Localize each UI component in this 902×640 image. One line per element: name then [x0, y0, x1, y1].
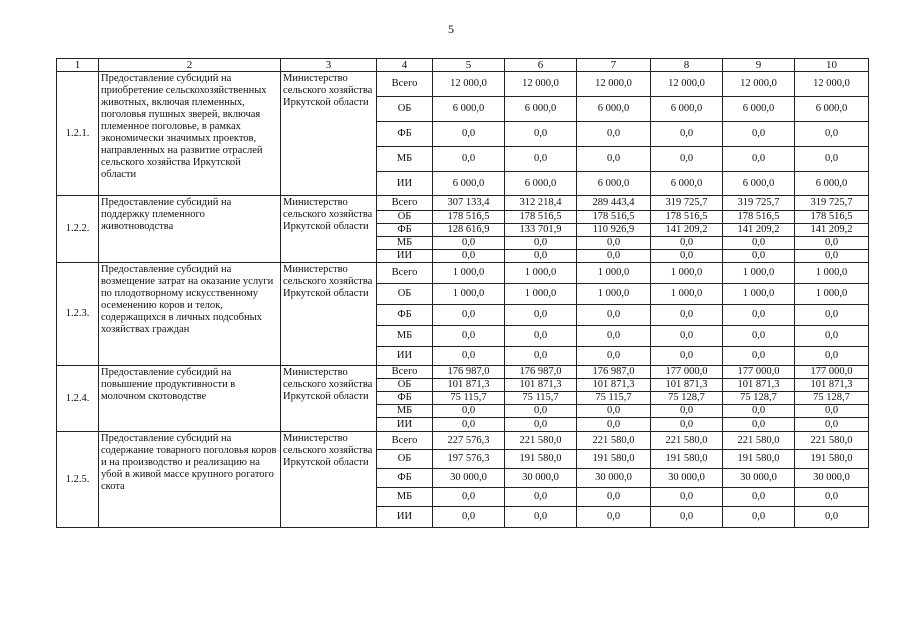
header-cell: 4	[377, 59, 433, 72]
amount-cell: 1 000,0	[795, 284, 869, 305]
amount-cell: 0,0	[577, 305, 651, 326]
amount-cell: 0,0	[577, 347, 651, 366]
measure-name: Предоставление субсидий на поддержку племенного животноводства	[99, 196, 281, 263]
amount-cell: 0,0	[505, 305, 577, 326]
amount-cell: 289 443,4	[577, 196, 651, 211]
amount-cell: 0,0	[577, 418, 651, 432]
page-number: 5	[448, 22, 454, 36]
amount-cell: 0,0	[795, 418, 869, 432]
funding-source: ОБ	[377, 450, 433, 469]
amount-cell: 319 725,7	[795, 196, 869, 211]
funding-source: МБ	[377, 237, 433, 250]
funding-source: ФБ	[377, 392, 433, 405]
amount-cell: 0,0	[723, 237, 795, 250]
amount-cell: 75 115,7	[505, 392, 577, 405]
funding-source: Всего	[377, 196, 433, 211]
table-row	[57, 196, 869, 211]
amount-cell: 12 000,0	[505, 72, 577, 97]
funding-source: ФБ	[377, 305, 433, 326]
amount-cell: 6 000,0	[505, 172, 577, 196]
amount-cell: 221 580,0	[577, 432, 651, 450]
funding-source: ИИ	[377, 250, 433, 263]
amount-cell: 30 000,0	[505, 469, 577, 488]
amount-cell: 6 000,0	[723, 97, 795, 122]
amount-cell: 30 000,0	[651, 469, 723, 488]
amount-cell: 1 000,0	[723, 284, 795, 305]
funding-source: ФБ	[377, 122, 433, 147]
amount-cell: 307 133,4	[433, 196, 505, 211]
funding-source: ОБ	[377, 211, 433, 224]
amount-cell: 191 580,0	[795, 450, 869, 469]
amount-cell: 0,0	[505, 147, 577, 172]
header-cell: 3	[281, 59, 377, 72]
header-cell: 5	[433, 59, 505, 72]
amount-cell: 1 000,0	[433, 284, 505, 305]
amount-cell: 6 000,0	[433, 97, 505, 122]
measure-code: 1.2.1.	[57, 72, 99, 196]
amount-cell: 0,0	[795, 147, 869, 172]
amount-cell: 0,0	[795, 347, 869, 366]
funding-source: МБ	[377, 147, 433, 172]
amount-cell: 141 209,2	[651, 224, 723, 237]
amount-cell: 0,0	[651, 250, 723, 263]
amount-cell: 0,0	[505, 326, 577, 347]
funding-source: Всего	[377, 366, 433, 379]
amount-cell: 0,0	[723, 347, 795, 366]
amount-cell: 0,0	[433, 122, 505, 147]
amount-cell: 0,0	[433, 147, 505, 172]
amount-cell: 0,0	[795, 122, 869, 147]
amount-cell: 0,0	[505, 405, 577, 418]
amount-cell: 1 000,0	[505, 284, 577, 305]
amount-cell: 0,0	[651, 347, 723, 366]
amount-cell: 177 000,0	[651, 366, 723, 379]
funding-source: Всего	[377, 432, 433, 450]
table-row	[57, 366, 869, 379]
amount-cell: 12 000,0	[577, 72, 651, 97]
amount-cell: 0,0	[577, 507, 651, 528]
amount-cell: 30 000,0	[723, 469, 795, 488]
funding-source: МБ	[377, 326, 433, 347]
amount-cell: 0,0	[433, 347, 505, 366]
amount-cell: 12 000,0	[723, 72, 795, 97]
funding-source: МБ	[377, 405, 433, 418]
amount-cell: 0,0	[433, 326, 505, 347]
amount-cell: 176 987,0	[577, 366, 651, 379]
amount-cell: 30 000,0	[433, 469, 505, 488]
amount-cell: 75 128,7	[795, 392, 869, 405]
header-cell: 9	[723, 59, 795, 72]
amount-cell: 0,0	[795, 237, 869, 250]
amount-cell: 12 000,0	[433, 72, 505, 97]
amount-cell: 0,0	[433, 418, 505, 432]
amount-cell: 178 516,5	[577, 211, 651, 224]
amount-cell: 178 516,5	[723, 211, 795, 224]
amount-cell: 177 000,0	[723, 366, 795, 379]
measure-code: 1.2.5.	[57, 432, 99, 528]
funding-source: ИИ	[377, 418, 433, 432]
amount-cell: 178 516,5	[433, 211, 505, 224]
amount-cell: 0,0	[651, 507, 723, 528]
measure-name: Предоставление субсидий на возмещение затрат на оказание услуги по плодотворному искусственному осеменению коров и телок, содержащихся в личных подсобных хозяйствах граждан	[99, 263, 281, 366]
amount-cell: 0,0	[505, 250, 577, 263]
amount-cell: 221 580,0	[505, 432, 577, 450]
header-cell: 2	[99, 59, 281, 72]
amount-cell: 75 128,7	[651, 392, 723, 405]
amount-cell: 177 000,0	[795, 366, 869, 379]
funding-source: ИИ	[377, 347, 433, 366]
amount-cell: 0,0	[723, 305, 795, 326]
amount-cell: 0,0	[577, 237, 651, 250]
header-cell: 10	[795, 59, 869, 72]
amount-cell: 0,0	[433, 507, 505, 528]
amount-cell: 0,0	[505, 122, 577, 147]
amount-cell: 312 218,4	[505, 196, 577, 211]
amount-cell: 0,0	[651, 405, 723, 418]
amount-cell: 75 115,7	[433, 392, 505, 405]
amount-cell: 0,0	[651, 488, 723, 507]
amount-cell: 0,0	[433, 305, 505, 326]
amount-cell: 0,0	[433, 488, 505, 507]
amount-cell: 110 926,9	[577, 224, 651, 237]
executor-name: Министерство сельского хозяйства Иркутской области	[281, 432, 377, 528]
amount-cell: 6 000,0	[505, 97, 577, 122]
amount-cell: 0,0	[723, 250, 795, 263]
amount-cell: 0,0	[795, 405, 869, 418]
amount-cell: 141 209,2	[795, 224, 869, 237]
amount-cell: 176 987,0	[433, 366, 505, 379]
amount-cell: 0,0	[577, 122, 651, 147]
amount-cell: 0,0	[723, 122, 795, 147]
amount-cell: 0,0	[723, 405, 795, 418]
funding-source: ИИ	[377, 507, 433, 528]
amount-cell: 101 871,3	[577, 379, 651, 392]
funding-source: ИИ	[377, 172, 433, 196]
measure-name: Предоставление субсидий на приобретение сельскохозяйственных животных, включая племенных, поголовья пушных зверей, включая племенное поголовье, в рамках экономически значимых проектов, направленных на развитие отраслей сельского хозяйства Иркутской области	[99, 72, 281, 196]
amount-cell: 221 580,0	[795, 432, 869, 450]
amount-cell: 191 580,0	[505, 450, 577, 469]
measure-name: Предоставление субсидий на повышение продуктивности в молочном скотоводстве	[99, 366, 281, 432]
amount-cell: 0,0	[795, 250, 869, 263]
header-cell: 1	[57, 59, 99, 72]
executor-name: Министерство сельского хозяйства Иркутской области	[281, 72, 377, 196]
amount-cell: 0,0	[505, 237, 577, 250]
amount-cell: 1 000,0	[433, 263, 505, 284]
amount-cell: 1 000,0	[651, 284, 723, 305]
amount-cell: 227 576,3	[433, 432, 505, 450]
amount-cell: 6 000,0	[433, 172, 505, 196]
amount-cell: 178 516,5	[795, 211, 869, 224]
amount-cell: 6 000,0	[795, 172, 869, 196]
table-row	[57, 72, 869, 97]
amount-cell: 1 000,0	[505, 263, 577, 284]
amount-cell: 191 580,0	[651, 450, 723, 469]
funding-source: ОБ	[377, 379, 433, 392]
amount-cell: 6 000,0	[577, 97, 651, 122]
amount-cell: 0,0	[651, 326, 723, 347]
amount-cell: 0,0	[577, 250, 651, 263]
amount-cell: 0,0	[723, 326, 795, 347]
header-row	[57, 59, 869, 72]
amount-cell: 12 000,0	[795, 72, 869, 97]
amount-cell: 101 871,3	[651, 379, 723, 392]
amount-cell: 75 115,7	[577, 392, 651, 405]
amount-cell: 319 725,7	[651, 196, 723, 211]
amount-cell: 0,0	[505, 418, 577, 432]
amount-cell: 0,0	[577, 405, 651, 418]
amount-cell: 6 000,0	[723, 172, 795, 196]
funding-source: ФБ	[377, 469, 433, 488]
amount-cell: 221 580,0	[651, 432, 723, 450]
amount-cell: 319 725,7	[723, 196, 795, 211]
amount-cell: 176 987,0	[505, 366, 577, 379]
amount-cell: 0,0	[433, 250, 505, 263]
amount-cell: 1 000,0	[723, 263, 795, 284]
amount-cell: 0,0	[723, 418, 795, 432]
amount-cell: 0,0	[577, 147, 651, 172]
amount-cell: 141 209,2	[723, 224, 795, 237]
amount-cell: 1 000,0	[577, 263, 651, 284]
executor-name: Министерство сельского хозяйства Иркутской области	[281, 196, 377, 263]
amount-cell: 0,0	[723, 507, 795, 528]
amount-cell: 191 580,0	[577, 450, 651, 469]
measure-code: 1.2.4.	[57, 366, 99, 432]
amount-cell: 6 000,0	[651, 97, 723, 122]
measure-code: 1.2.2.	[57, 196, 99, 263]
funding-source: ФБ	[377, 224, 433, 237]
amount-cell: 178 516,5	[651, 211, 723, 224]
amount-cell: 1 000,0	[795, 263, 869, 284]
header-cell: 8	[651, 59, 723, 72]
executor-name: Министерство сельского хозяйства Иркутской области	[281, 366, 377, 432]
amount-cell: 0,0	[651, 237, 723, 250]
amount-cell: 6 000,0	[795, 97, 869, 122]
amount-cell: 0,0	[651, 418, 723, 432]
amount-cell: 0,0	[505, 347, 577, 366]
amount-cell: 0,0	[433, 405, 505, 418]
funding-source: ОБ	[377, 97, 433, 122]
amount-cell: 0,0	[433, 237, 505, 250]
amount-cell: 101 871,3	[795, 379, 869, 392]
amount-cell: 133 701,9	[505, 224, 577, 237]
funding-source: МБ	[377, 488, 433, 507]
amount-cell: 197 576,3	[433, 450, 505, 469]
amount-cell: 221 580,0	[723, 432, 795, 450]
amount-cell: 6 000,0	[577, 172, 651, 196]
amount-cell: 6 000,0	[651, 172, 723, 196]
amount-cell: 75 128,7	[723, 392, 795, 405]
amount-cell: 30 000,0	[577, 469, 651, 488]
funding-source: Всего	[377, 263, 433, 284]
measure-name: Предоставление субсидий на содержание товарного поголовья коров и на производство и реализацию на убой в живой массе крупного рогатого скота	[99, 432, 281, 528]
amount-cell: 101 871,3	[723, 379, 795, 392]
amount-cell: 101 871,3	[505, 379, 577, 392]
table-row	[57, 263, 869, 284]
table-row	[57, 432, 869, 450]
measure-code: 1.2.3.	[57, 263, 99, 366]
amount-cell: 178 516,5	[505, 211, 577, 224]
amount-cell: 101 871,3	[433, 379, 505, 392]
funding-table	[56, 58, 869, 528]
executor-name: Министерство сельского хозяйства Иркутской области	[281, 263, 377, 366]
amount-cell: 30 000,0	[795, 469, 869, 488]
amount-cell: 0,0	[505, 488, 577, 507]
table-body	[57, 59, 869, 528]
amount-cell: 0,0	[577, 326, 651, 347]
header-cell: 7	[577, 59, 651, 72]
amount-cell: 0,0	[577, 488, 651, 507]
amount-cell: 12 000,0	[651, 72, 723, 97]
amount-cell: 0,0	[651, 147, 723, 172]
amount-cell: 0,0	[795, 488, 869, 507]
amount-cell: 191 580,0	[723, 450, 795, 469]
amount-cell: 1 000,0	[577, 284, 651, 305]
amount-cell: 128 616,9	[433, 224, 505, 237]
amount-cell: 0,0	[651, 305, 723, 326]
header-cell: 6	[505, 59, 577, 72]
amount-cell: 0,0	[723, 488, 795, 507]
amount-cell: 0,0	[651, 122, 723, 147]
amount-cell: 0,0	[505, 507, 577, 528]
amount-cell: 1 000,0	[651, 263, 723, 284]
funding-source: Всего	[377, 72, 433, 97]
amount-cell: 0,0	[723, 147, 795, 172]
amount-cell: 0,0	[795, 326, 869, 347]
amount-cell: 0,0	[795, 305, 869, 326]
amount-cell: 0,0	[795, 507, 869, 528]
funding-source: ОБ	[377, 284, 433, 305]
